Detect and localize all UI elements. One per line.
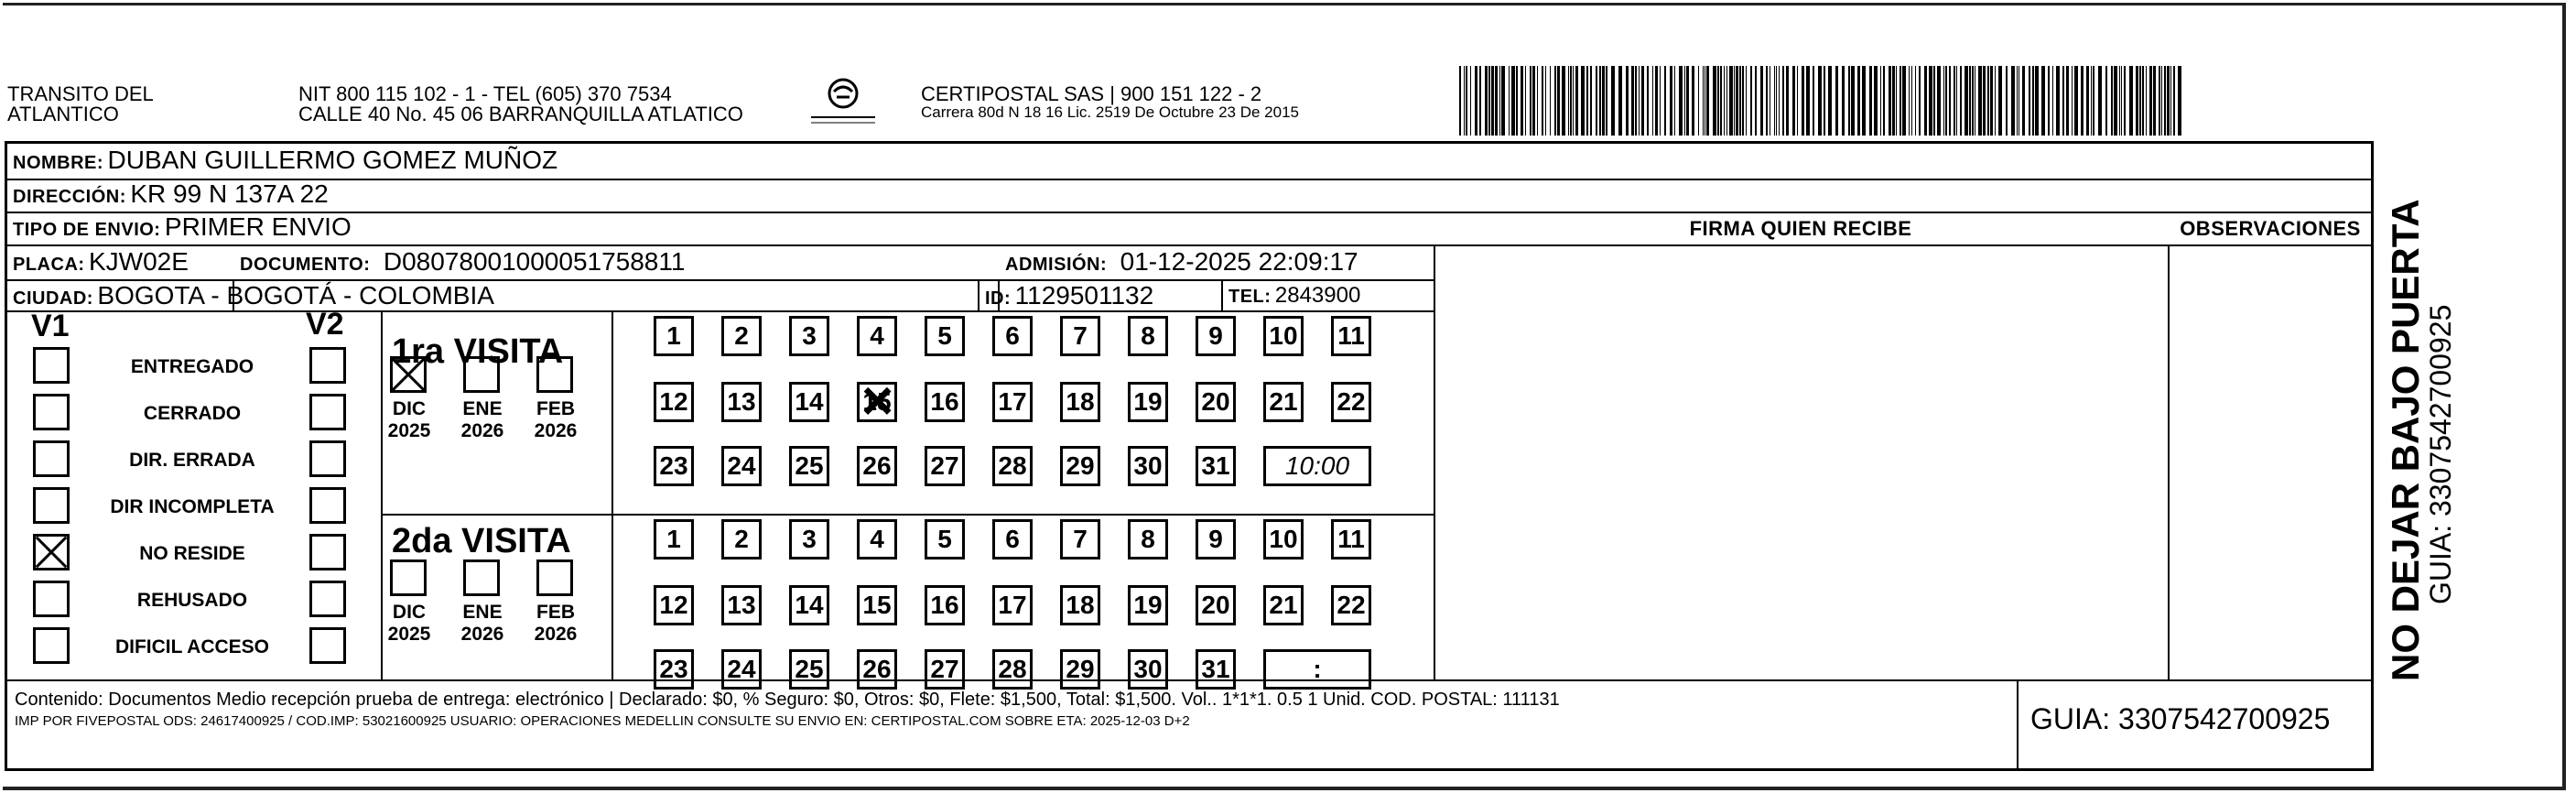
- visit1-month-label: [524, 398, 588, 442]
- v2-checkbox[interactable]: [309, 347, 346, 384]
- visit2-day-box[interactable]: 29: [1060, 649, 1100, 690]
- visit1-day-box[interactable]: 4: [857, 316, 897, 356]
- visit2-day-box[interactable]: 14: [789, 585, 829, 625]
- visit2-month-checkbox[interactable]: [536, 559, 573, 596]
- month-year: 2025: [387, 624, 431, 645]
- visit2-day-box[interactable]: 10: [1263, 519, 1304, 559]
- visit1-day-box[interactable]: 2: [721, 316, 762, 356]
- visit2-day-box[interactable]: 16: [925, 585, 965, 625]
- visit1-month-checkbox[interactable]: [536, 356, 573, 393]
- visit2-day-box[interactable]: 4: [857, 519, 897, 559]
- month-year: 2026: [534, 420, 578, 441]
- month-year: 2025: [387, 420, 431, 441]
- visit2-day-box[interactable]: 21: [1263, 585, 1304, 625]
- visit2-day-box[interactable]: 9: [1196, 519, 1236, 559]
- month-year: 2026: [534, 624, 578, 645]
- v2-checkbox[interactable]: [309, 534, 346, 570]
- month-name: DIC: [392, 602, 427, 623]
- admision-field: ADMISIÓN: 01-12-2025 22:09:17: [1005, 247, 1358, 276]
- visit2-day-box[interactable]: 2: [721, 519, 762, 559]
- visit1-day-box[interactable]: 27: [925, 446, 965, 486]
- visit2-day-box[interactable]: 17: [992, 585, 1033, 625]
- visit2-day-box[interactable]: 30: [1128, 649, 1168, 690]
- visit1-day-box[interactable]: 5: [925, 316, 965, 356]
- certipostal-logo: [806, 75, 881, 128]
- visit1-day-box[interactable]: 31: [1196, 446, 1236, 486]
- visit1-day-box[interactable]: 14: [789, 382, 829, 422]
- visit2-day-box[interactable]: 6: [992, 519, 1033, 559]
- v1-checkbox[interactable]: [33, 627, 70, 664]
- tipo-envio-field: TIPO DE ENVIO: PRIMER ENVIO: [13, 212, 352, 241]
- visit1-day-box[interactable]: 26: [857, 446, 897, 486]
- visit2-title: 2da VISITA: [392, 522, 571, 560]
- month-name: FEB: [536, 398, 575, 419]
- visit2-month-label: [377, 602, 441, 646]
- placa-field: PLACA: KJW02E: [13, 247, 189, 276]
- footer-print-info: IMP POR FIVEPOSTAL ODS: 24617400925 / COD.IMP: 53021600925 USUARIO: OPERACIONES MEDELLIN CONSULTE SU ENVIO EN: CERTIPOSTAL.COM SOBRE ETA: 2025-12-03 D+2: [15, 713, 1190, 729]
- status-label: DIR. ERRADA: [129, 450, 255, 471]
- visit2-day-box[interactable]: 7: [1060, 519, 1100, 559]
- visit2-time-box[interactable]: :: [1263, 649, 1371, 690]
- visit1-day-box[interactable]: 20: [1196, 382, 1236, 422]
- visit1-day-box[interactable]: 25: [789, 446, 829, 486]
- firma-header: FIRMA QUIEN RECIBE: [1689, 217, 1912, 240]
- id-field: ID: 1129501132: [985, 281, 1154, 310]
- barcode: [1459, 66, 2192, 136]
- visit1-month-label: [377, 398, 441, 442]
- visit1-day-box[interactable]: 21: [1263, 382, 1304, 422]
- visit1-month-checkbox[interactable]: [463, 356, 500, 393]
- visit1-day-box[interactable]: 23: [654, 446, 694, 486]
- direccion-field: DIRECCIÓN: KR 99 N 137A 22: [13, 179, 329, 208]
- visit2-month-label: [450, 602, 514, 646]
- footer-contents: Contenido: Documentos Medio recepción prueba de entrega: electrónico | Declarado: $0, % Seguro: $0, Otros: $0, Flete: $1,500, Total: $1,500. Vol.. 1*1*1. 0.5 1 Unid. COD. POSTAL: 111131: [15, 690, 1560, 710]
- visit2-day-box[interactable]: 28: [992, 649, 1033, 690]
- observaciones-header: OBSERVACIONES: [2180, 217, 2361, 240]
- v2-checkbox[interactable]: [309, 627, 346, 664]
- ciudad-field: CIUDAD: BOGOTA - BOGOTÁ - COLOMBIA: [13, 281, 494, 310]
- month-name: ENE: [462, 398, 503, 419]
- visit2-day-box[interactable]: 3: [789, 519, 829, 559]
- visit1-day-box[interactable]: × 15: [857, 382, 897, 422]
- status-label: REHUSADO: [136, 590, 248, 611]
- v2-checkbox[interactable]: [309, 581, 346, 617]
- status-label: CERRADO: [143, 403, 242, 424]
- visit2-day-box[interactable]: 13: [721, 585, 762, 625]
- month-name: DIC: [392, 398, 427, 419]
- company-info: CERTIPOSTAL SAS | 900 151 122 - 2 Carrera 80d N 18 16 Lic. 2519 De Octubre 23 De 2015: [921, 82, 1299, 121]
- v2-heading: V2: [306, 307, 344, 342]
- v1-heading: V1: [31, 309, 70, 343]
- visit2-day-box[interactable]: 27: [925, 649, 965, 690]
- v1-checkbox[interactable]: [33, 534, 70, 570]
- issuer-contact: NIT 800 115 102 - 1 - TEL (605) 370 7534 CALLE 40 No. 45 06 BARRANQUILLA ATLATICO: [298, 82, 743, 125]
- visit2-day-box[interactable]: 25: [789, 649, 829, 690]
- visit2-day-box[interactable]: 24: [721, 649, 762, 690]
- status-label: ENTREGADO: [130, 356, 254, 377]
- visit1-day-box[interactable]: 13: [721, 382, 762, 422]
- tel-field: TEL: 2843900: [1228, 283, 1361, 308]
- visit1-day-box[interactable]: 22: [1331, 382, 1371, 422]
- visit1-month-label: [450, 398, 514, 442]
- visit1-day-box[interactable]: 7: [1060, 316, 1100, 356]
- visit2-day-box[interactable]: 12: [654, 585, 694, 625]
- month-year: 2026: [460, 420, 504, 441]
- visit2-day-box[interactable]: 5: [925, 519, 965, 559]
- visit1-day-box[interactable]: 1: [654, 316, 694, 356]
- visit2-day-box[interactable]: 23: [654, 649, 694, 690]
- visit2-day-box[interactable]: 22: [1331, 585, 1371, 625]
- visit1-day-box[interactable]: 11: [1331, 316, 1371, 356]
- visit1-day-box[interactable]: 24: [721, 446, 762, 486]
- visit1-time-box[interactable]: 10:00: [1263, 446, 1371, 486]
- status-label: NO RESIDE: [139, 543, 245, 564]
- month-name: FEB: [536, 602, 575, 623]
- visit2-month-label: [524, 602, 588, 646]
- visit2-day-box[interactable]: 15: [857, 585, 897, 625]
- status-label: DIFICIL ACCESO: [114, 636, 269, 657]
- month-year: 2026: [460, 624, 504, 645]
- v1-checkbox[interactable]: [33, 394, 70, 430]
- visit1-day-box[interactable]: 8: [1128, 316, 1168, 356]
- visit1-day-box[interactable]: 17: [992, 382, 1033, 422]
- documento-field: DOCUMENTO: D08078001000051758811: [240, 247, 686, 276]
- visit2-day-box[interactable]: 19: [1128, 585, 1168, 625]
- visit1-day-box[interactable]: 29: [1060, 446, 1100, 486]
- issuer-name: TRANSITO DEL ATLANTICO: [7, 82, 154, 125]
- visit2-day-box[interactable]: 11: [1331, 519, 1371, 559]
- visit1-day-box[interactable]: 3: [789, 316, 829, 356]
- visit2-day-box[interactable]: 31: [1196, 649, 1236, 690]
- visit1-day-box[interactable]: 18: [1060, 382, 1100, 422]
- no-dejar-warning: NO DEJAR BAJO PUERTA: [2384, 199, 2427, 681]
- visit2-day-box[interactable]: 1: [654, 519, 694, 559]
- status-label: DIR INCOMPLETA: [110, 496, 275, 517]
- visit2-day-box[interactable]: 18: [1060, 585, 1100, 625]
- visit1-day-box[interactable]: 10: [1263, 316, 1304, 356]
- visit1-day-box[interactable]: 12: [654, 382, 694, 422]
- v1-checkbox[interactable]: [33, 581, 70, 617]
- v1-checkbox[interactable]: [33, 347, 70, 384]
- nombre-field: NOMBRE: DUBAN GUILLERMO GOMEZ MUÑOZ: [13, 146, 558, 174]
- v1-checkbox[interactable]: [33, 487, 70, 524]
- month-name: ENE: [462, 602, 503, 623]
- visit2-month-checkbox[interactable]: [463, 559, 500, 596]
- visit2-month-checkbox[interactable]: [390, 559, 427, 596]
- visit1-day-box[interactable]: 16: [925, 382, 965, 422]
- visit1-month-checkbox[interactable]: [390, 356, 427, 393]
- delivery-form: [5, 141, 2374, 771]
- footer-guia: GUIA: 3307542700925: [2030, 702, 2331, 735]
- visit1-day-box[interactable]: 30: [1128, 446, 1168, 486]
- visit2-day-box[interactable]: 8: [1128, 519, 1168, 559]
- visit1-day-box[interactable]: 6: [992, 316, 1033, 356]
- visit2-day-box[interactable]: 26: [857, 649, 897, 690]
- visit1-day-box[interactable]: 19: [1128, 382, 1168, 422]
- side-guia: GUIA: 3307542700925: [2424, 304, 2457, 604]
- visit2-day-box[interactable]: 20: [1196, 585, 1236, 625]
- visit1-day-box[interactable]: 28: [992, 446, 1033, 486]
- visit1-day-box[interactable]: 9: [1196, 316, 1236, 356]
- barcode-gap: [2181, 66, 2185, 136]
- v1-checkbox[interactable]: [33, 440, 70, 477]
- v2-checkbox[interactable]: [309, 440, 346, 477]
- v2-checkbox[interactable]: [309, 394, 346, 430]
- v2-checkbox[interactable]: [309, 487, 346, 524]
- visit1-title: 1ra VISITA: [392, 332, 564, 371]
